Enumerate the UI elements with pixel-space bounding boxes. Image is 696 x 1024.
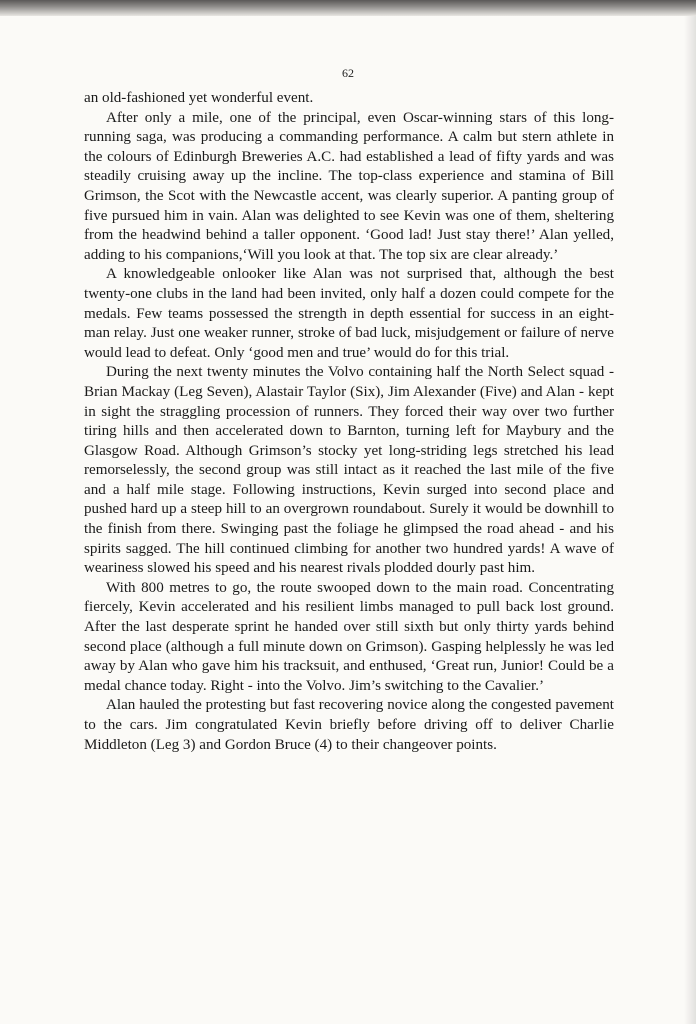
body-text	[84, 89, 614, 755]
paragraph: During the next twenty minutes the Volvo containing half the North Select squad - Brian Mackay (Leg Seven), Alastair Taylor (Six), Jim Alexander (Five) and Alan - kept in sight the straggling procession of runners. They forced their way over two further tiring hills and then accelerated down to Barnton, turning left for Maybury and the Glasgow Road. Although Grimson’s stocky yet long-striding legs stretched his lead remorselessly, the second group was still intact as it reached the last mile of the five and a half mile stage. Following instructions, Kevin surged into second place and pushed hard up a steep hill to an overgrown roundabout. Surely it would be downhill to the finish from there. Swinging past the foliage he glimpsed the road ahead - and his spirits sagged. The hill continued climbing for another two hundred yards! A wave of weariness slowed his speed and his nearest rivals plodded dourly past him.	[84, 364, 614, 577]
paragraph: an old-fashioned yet wonderful event.	[84, 90, 314, 106]
paragraph: After only a mile, one of the principal, even Oscar-winning stars of this long-running saga, was producing a commanding performance. A calm but stern athlete in the colours of Edinburgh Breweries A.C. had established a lead of fifty yards and was steadily cruising away up the incline. The top-class experience and stamina of Bill Grimson, the Scot with the Newcastle accent, was clearly superior. A panting group of five pursued him in vain. Alan was delighted to see Kevin was one of them, sheltering from the headwind behind a taller opponent. ‘Good lad! Just stay there!’ Alan yelled, adding to his companions,‘Will you look at that. The top six are clear already.’	[84, 109, 614, 263]
page-number: 62	[342, 66, 354, 80]
page-spine-shadow	[684, 16, 696, 1024]
paragraph: A knowledgeable onlooker like Alan was not surprised that, although the best twenty-one clubs in the land had been invited, only half a dozen could compete for the medals. Few teams possessed the strength in depth essential for success in an eight-man relay. Just one weaker runner, stroke of bad luck, misjudgement or failure of nerve would lead to defeat. Only ‘good men and true’ would do for this trial.	[84, 266, 614, 361]
paragraph: Alan hauled the protesting but fast recovering novice along the congested pavement to the cars. Jim congratulated Kevin briefly before driving off to deliver Charlie Middleton (Leg 3) and Gordon Bruce (4) to their changeover points.	[84, 697, 614, 753]
paragraph: With 800 metres to go, the route swooped down to the main road. Concentrating fiercely, Kevin accelerated and his resilient limbs managed to pull back lost ground. After the last desperate sprint he handed over still sixth but only thirty yards behind second place (although a full minute down on Grimson). Gasping helplessly he was led away by Alan who gave him his tracksuit, and enthused, ‘Great run, Junior! Could be a medal chance today. Right - into the Volvo. Jim’s switching to the Cavalier.’	[84, 579, 614, 694]
page-top-edge	[0, 0, 696, 16]
